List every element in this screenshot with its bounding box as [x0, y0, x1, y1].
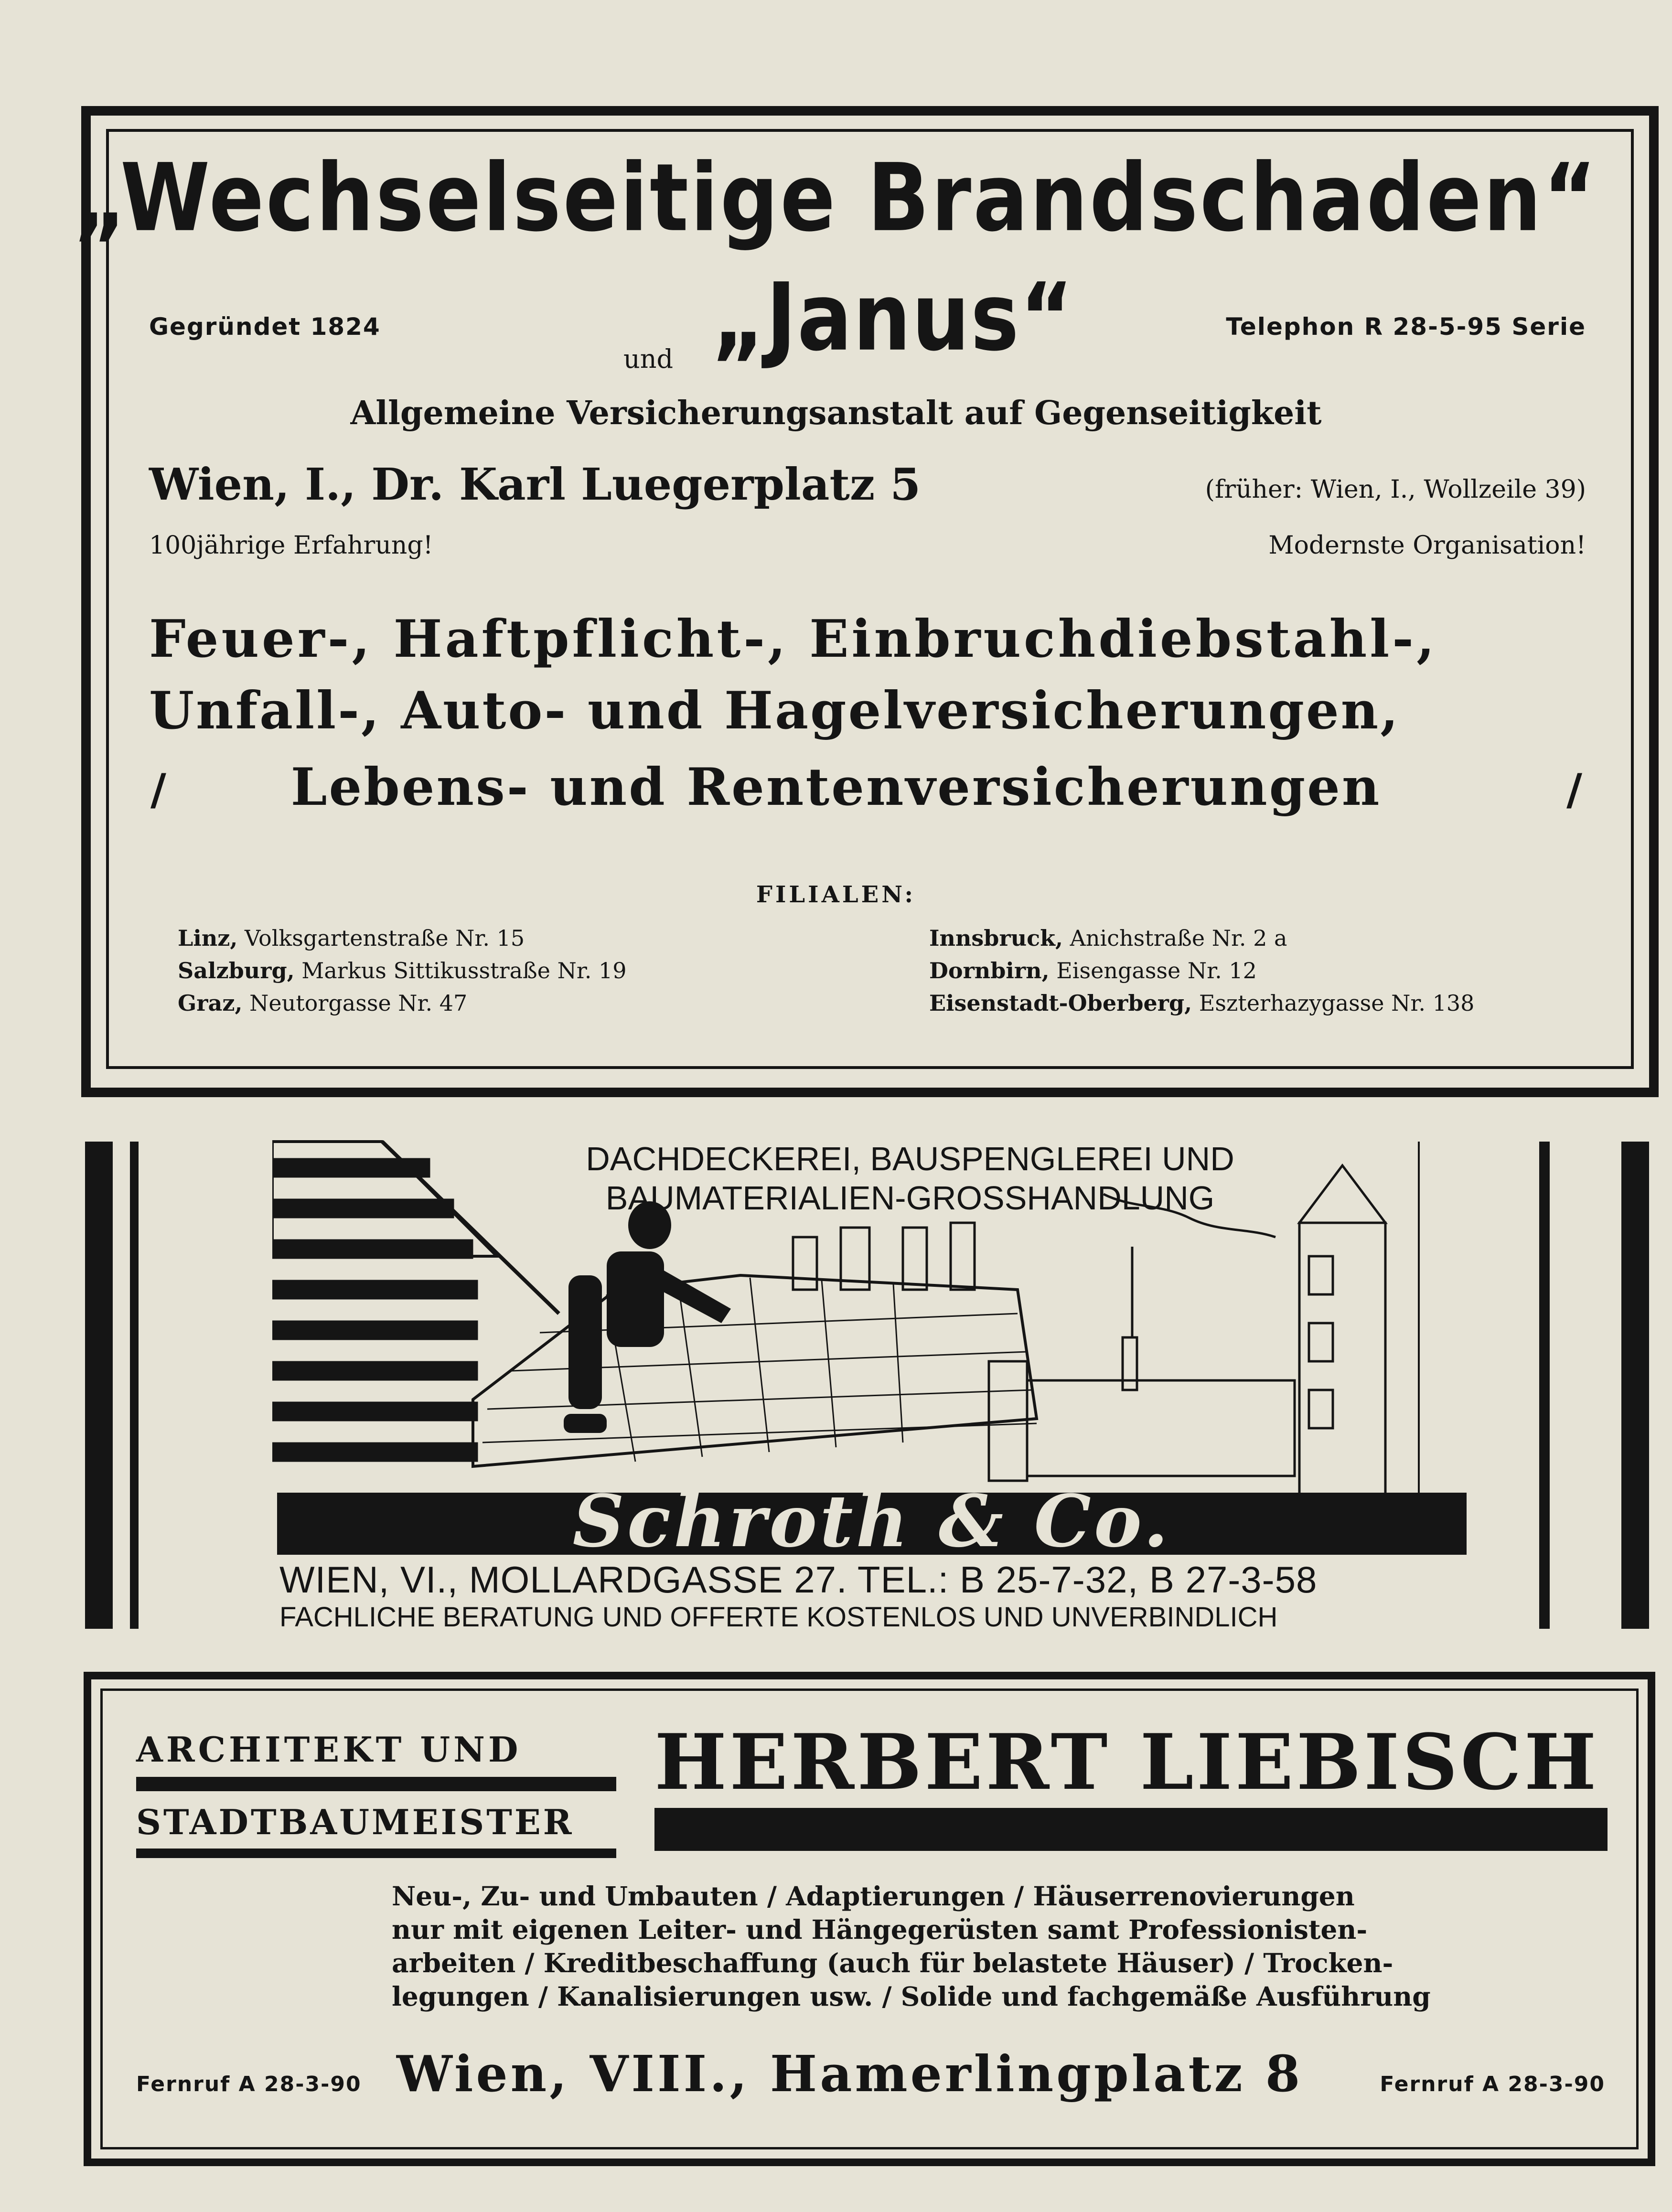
insurance-subtitle: Allgemeine Versicherungsanstalt auf Gegenseitigkeit [350, 394, 1322, 432]
architect-role-1: ARCHITEKT UND [136, 1729, 522, 1770]
branches-title: FILIALEN: [756, 881, 916, 908]
role-divider-bar [136, 1777, 616, 1791]
right-thin-bar [1539, 1142, 1550, 1629]
insurance-lines-1: Feuer-, Haftpflicht-, Einbruchdiebstahl-, [149, 609, 1437, 669]
former-address: (früher: Wien, I., Wollzeile 39) [1205, 475, 1586, 504]
branch-eisenstadt: Eisenstadt-Oberberg, Eszterhazygasse Nr. 138 [929, 990, 1475, 1016]
branch-innsbruck: Innsbruck, Anichstraße Nr. 2 a [929, 925, 1287, 951]
architect-name: HERBERT LIEBISCH [654, 1717, 1599, 1807]
right-thick-bar [1621, 1142, 1649, 1629]
und-connector: und [623, 344, 674, 374]
organisation-note: Modernste Organisation! [1268, 531, 1586, 560]
roofing-address: WIEN, VI., MOLLARDGASSE 27. TEL.: B 25-7-32, B 27-3-58 [279, 1559, 1318, 1601]
slash-right: / [1566, 764, 1582, 815]
insurance-telephone: Telephon R 28-5-95 Serie [1226, 313, 1586, 341]
services-line-3: arbeiten / Kreditbeschaffung (auch für belastete Häuser) / Trocken- [392, 1947, 1393, 1978]
company-name: Schroth & Co. [572, 1479, 1171, 1563]
architect-address: Wien, VIII., Hamerlingplatz 8 [397, 2044, 1303, 2103]
architect-services [392, 1880, 1431, 2013]
branch-salzburg: Salzburg, Markus Sittikusstraße Nr. 19 [178, 958, 627, 983]
architect-phone-right: Fernruf A 28-3-90 [1380, 2072, 1605, 2096]
roofing-title-line2: BAUMATERIALIEN-GROSSHANDLUNG [605, 1179, 1215, 1217]
services-line-2: nur mit eigenen Leiter- und Hängegerüsten samt Professionisten- [392, 1914, 1368, 1945]
left-thick-bar [85, 1142, 113, 1629]
roofing-title [444, 1139, 1376, 1218]
role-underline-bar [136, 1849, 616, 1858]
insurance-headline: „Wechselseitige Brandschaden“ [74, 144, 1598, 253]
services-line-4: legungen / Kanalisierungen usw. / Solide und fachgemäße Ausführung [392, 1981, 1431, 2012]
name-underline-bar [654, 1808, 1608, 1851]
insurance-lines-3: Lebens- und Rentenversicherungen [290, 757, 1382, 817]
founded-year: Gegründet 1824 [149, 313, 381, 341]
roofing-title-line1: DACHDECKEREI, BAUSPENGLEREI UND [586, 1140, 1234, 1177]
branch-graz: Graz, Neutorgasse Nr. 47 [178, 990, 468, 1016]
roofing-note: FACHLICHE BERATUNG UND OFFERTE KOSTENLOS UND UNVERBINDLICH [279, 1602, 1278, 1633]
insurance-address: Wien, I., Dr. Karl Luegerplatz 5 [149, 459, 921, 510]
left-thin-bar [130, 1142, 139, 1629]
architect-phone-left: Fernruf A 28-3-90 [136, 2072, 362, 2096]
branch-linz: Linz, Volksgartenstraße Nr. 15 [178, 925, 525, 951]
insurance-lines-2: Unfall-, Auto- und Hagelversicherungen, [149, 681, 1400, 741]
janus-title: „Janus“ [712, 263, 1074, 372]
company-banner [277, 1479, 1467, 1563]
experience-note: 100jährige Erfahrung! [149, 531, 433, 560]
branches-right-list [929, 922, 1474, 1019]
branch-dornbirn: Dornbirn, Eisengasse Nr. 12 [929, 958, 1257, 983]
slash-left: / [150, 764, 166, 815]
services-line-1: Neu-, Zu- und Umbauten / Adaptierungen / Häuserrenovierungen [392, 1881, 1355, 1912]
branches-left-list [178, 922, 627, 1019]
architect-role-2: STADTBAUMEISTER [136, 1802, 574, 1842]
